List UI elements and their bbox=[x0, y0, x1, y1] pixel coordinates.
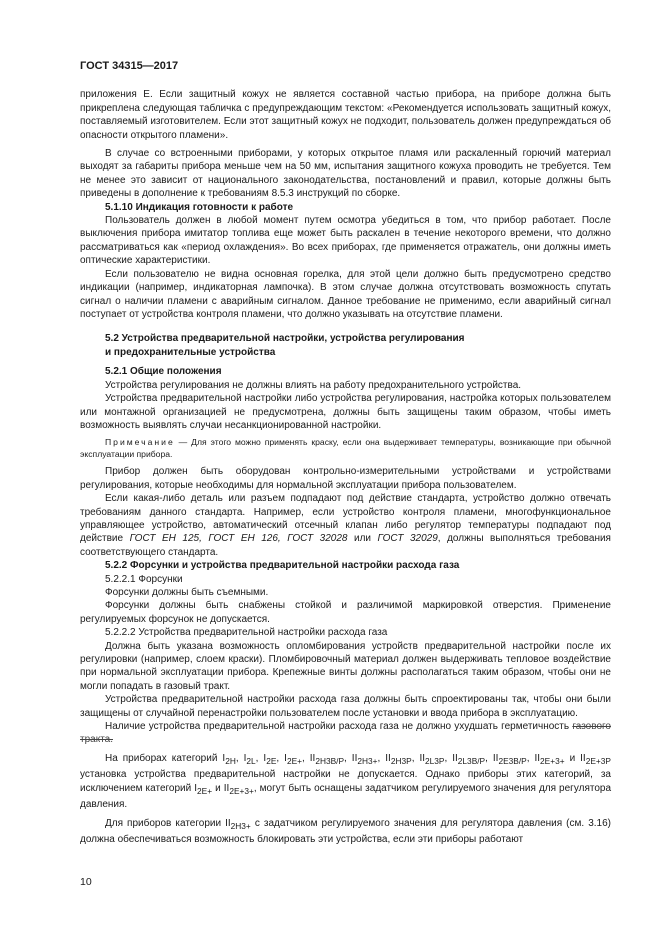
text-run: Наличие устройства предварительной настройки расхода газа не должно ухудшать герметичность bbox=[105, 721, 573, 733]
section-heading-5-2-line1: 5.2 Устройства предварительной настройки, устройства регулирования bbox=[105, 333, 465, 345]
text-run: или bbox=[347, 533, 378, 545]
paragraph: Пользователь должен в любой момент путем осмотра убедиться в том, что прибор работает. После выключения прибора имитатор топлива еще может быть раскален в течение некоторого времени, что должно рассматриваться как «период охлаждения». Во всех приборах, где применяется отражатель, они должны иметь оптические характеристики. bbox=[80, 215, 611, 267]
paragraph: Форсунки должны быть снабжены стойкой и различимой маркировкой отверстия. Применение регулируемых форсунок не допускается. bbox=[80, 600, 611, 625]
subsection-5-2-2-1: 5.2.2.1 Форсунки bbox=[105, 573, 183, 585]
note bbox=[80, 436, 611, 460]
page-number: 10 bbox=[80, 876, 92, 888]
section-heading-5-2-line2: и предохранительные устройства bbox=[105, 347, 276, 359]
standard-ref: ГОСТ ЕН 125, ГОСТ ЕН 126, ГОСТ 32028 bbox=[129, 533, 348, 545]
paragraph: В случае со встроенными приборами, у которых открытое пламя или раскаленный горючий материал выходят за габариты прибора меньше чем на 50 мм, испытания защитного кожуха проводить не требуется. Тем не менее это зависит от национального законодательства, постановлений и правил, которые должны быть приведены в дополнение к требованиям 8.5.3 инструкций по сборке. bbox=[80, 148, 611, 200]
text-run: Если какая-либо деталь или разъем подпадают под действие стандарта, устройство должно отвечать требованиям данного стандарта. Например, если устройство контроля пламени, многофункциональное управляющее устройство, автоматический отсечный клапан либо регулятор температуры подпадают под действие bbox=[80, 493, 611, 545]
paragraph: приложения Е. Если защитный кожух не является составной частью прибора, на приборе должна быть прикреплена следующая табличка с предупреждающим текстом: «Рекомендуется использовать защитный кожух, поставляемый изготовителем. Если этот защитный кожух не подходит, пользователь должен предупреждаться об опасности открытого пламени». bbox=[80, 89, 611, 141]
section-heading-5-2-2: 5.2.2 Форсунки и устройства предварительной настройки расхода газа bbox=[105, 560, 460, 572]
paragraph: Форсунки должны быть съемными. bbox=[105, 587, 269, 598]
standard-header: ГОСТ 34315—2017 bbox=[80, 60, 179, 72]
struck-text: газового тракта. bbox=[80, 721, 611, 746]
paragraph-categories: На приборах категорий $I_{2H}$, $I_{2L}$, $I_{2E}$, $I_{2E+}$, $II_{2H3B/P}$, $II_{2H3+}$, $II_{2H3P}$, $II_{2L3P}$, $II_{2L3B/P}$, $II_{2E3B/P}$, $II_{2E+3+}$ и $II_{2E+3P}$ установка устройства предварительной настройки не допускается. Однако приборы этих категорий, за исключением категорий $I_{2E+}$ и $II_{2E+3+}$, могут быть оснащены задатчиком регулируемого значения для регулятора давления. bbox=[80, 752, 612, 811]
paragraph: Устройства регулирования не должны влиять на работу предохранительного устройства. bbox=[105, 379, 522, 391]
paragraph: Прибор должен быть оборудован контрольно-измерительными устройствами и устройствами регулирования, которые необходимы для нормальной эксплуатации прибора пользователем. bbox=[80, 466, 611, 491]
note-label: Примечание bbox=[105, 437, 175, 448]
note-text: — Для этого можно применять краску, если она выдерживает температуры, возникающие при обычной эксплуатации прибора. bbox=[80, 437, 611, 460]
paragraph bbox=[80, 492, 611, 559]
section-heading-5-2-1: 5.2.1 Общие положения bbox=[105, 366, 222, 378]
standard-ref: ГОСТ 32029 bbox=[377, 533, 438, 545]
paragraph: Если пользователю не видна основная горелка, для этой цели должно быть предусмотрено средство индикации (например, индикаторная лампочка). В этом случае должна отсутствовать возможность спутать сигнал о наличии пламени с аварийным сигналом. Данное требование не применимо, если аварийный сигнал поступает от устройства контроля пламени, что должно указывать на отсутствие пламени. bbox=[80, 268, 611, 320]
paragraph: Должна быть указана возможность опломбирования устройств предварительной настройки после их регулировки (например, слоем краски). Пломбировочный материал должен выдерживать тепловое воздействие при нормальной эксплуатации прибора. Крепежные винты должны располагаться таким образом, чтобы они не могли попадать в газовый тракт. bbox=[80, 640, 611, 692]
paragraph: Для приборов категории $II_{2H3+}$ с задатчиком регулируемого значения для регулятора давления (см. 3.16) должна обеспечиваться возможность блокировать эти устройства, если эти приборы работают bbox=[80, 817, 611, 845]
subsection-5-2-2-2: 5.2.2.2 Устройства предварительной настройки расхода газа bbox=[105, 627, 388, 639]
paragraph: Устройства предварительной настройки расхода газа должны быть спроектированы так, чтобы они были защищены от случайной перенастройки пользователем после установки и ввода прибора в эксплуатацию. bbox=[80, 694, 611, 719]
text-run: , должны выполняться требования соответствующего стандарта. bbox=[80, 533, 611, 558]
section-heading-5-1-10: 5.1.10 Индикация готовности к работе bbox=[105, 201, 294, 213]
paragraph: Устройства предварительной настройки либо устройства регулирования, настройка которых пользователем или монтажной организацией не предусмотрена, должны быть защищены таким образом, чтобы иметь возможность выявлять случаи несанкционированной настройки. bbox=[80, 393, 611, 431]
section-heading-5-2 bbox=[80, 332, 611, 360]
paragraph bbox=[80, 720, 611, 747]
